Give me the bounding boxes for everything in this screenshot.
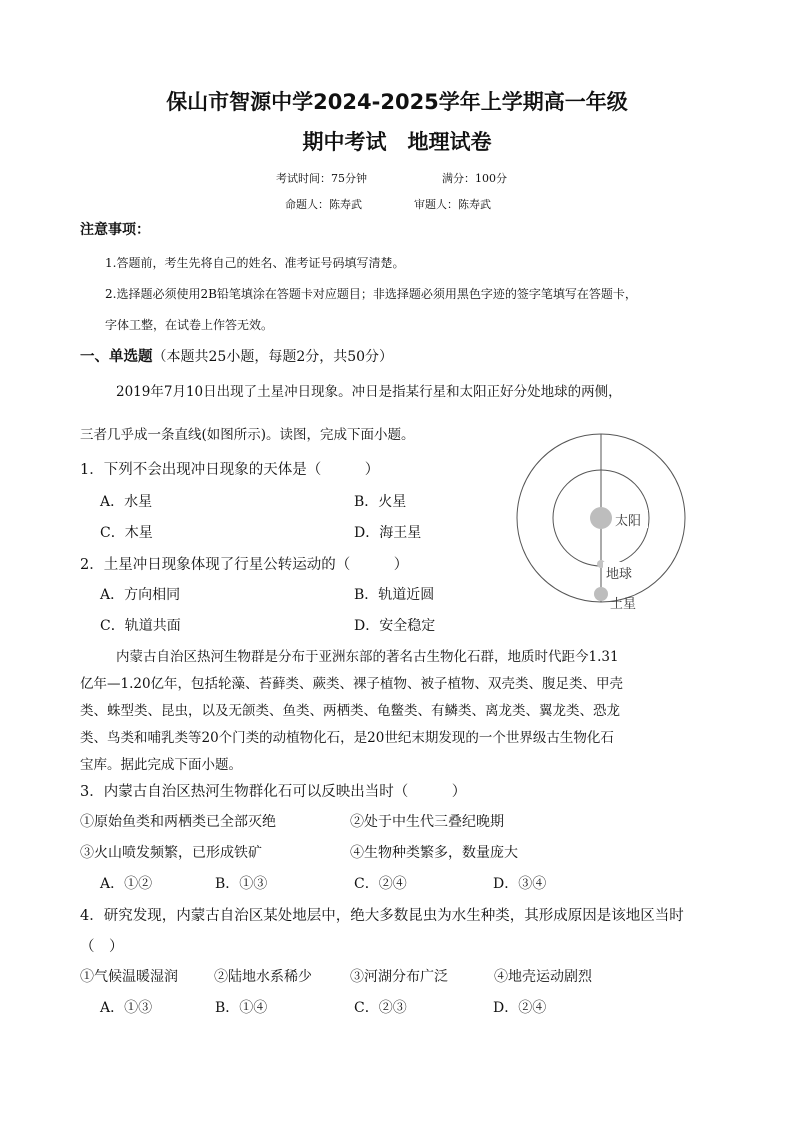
question-3-statement-3: ③火山喷发频繁，已形成铁矿 (80, 845, 262, 861)
passage-1-line-2: 三者几乎成一条直线(如图所示)。读图，完成下面小题。 (80, 427, 415, 443)
question-3-option-b: B．①③ (215, 876, 268, 892)
page-title: 保山市智源中学2024-2025学年上学期高一年级 (166, 90, 628, 114)
orbit-diagram (505, 432, 700, 612)
section-description: （本题共25小题，每题2分，共50分） (152, 349, 394, 365)
question-4-option-d: D．②④ (493, 1000, 547, 1016)
question-1-option-d: D．海王星 (354, 525, 422, 541)
question-4-option-b: B．①④ (215, 1000, 268, 1016)
full-score: 满分：100分 (442, 172, 507, 185)
question-3-option-c: C．②④ (354, 876, 407, 892)
exam-time: 考试时间：75分钟 (276, 172, 367, 185)
passage-2-line-3: 类、蛛型类、昆虫，以及无颌类、鱼类、两栖类、龟鳖类、有鳞类、离龙类、翼龙类、恐龙 (80, 703, 620, 719)
notice-item-2-line2: 字体工整，在试卷上作答无效。 (105, 318, 274, 332)
question-2-option-c: C．轨道共面 (100, 618, 181, 634)
notice-item-1: 1.答题前，考生先将自己的姓名、准考证号码填写清楚。 (105, 256, 405, 270)
question-2-stem: 2．土星冲日现象体现了行星公转运动的（ ） (80, 557, 409, 573)
passage-2-line-4: 类、鸟类和哺乳类等20个门类的动植物化石，是20世纪末期发现的一个世界级古生物化石 (80, 730, 614, 746)
question-3-statement-1: ①原始鱼类和两栖类已全部灭绝 (80, 814, 276, 830)
question-3-option-d: D．③④ (493, 876, 547, 892)
saturn-label: 土星 (610, 597, 637, 612)
question-4-answer-paren: （ ） (80, 939, 124, 955)
sun-icon (590, 507, 612, 529)
notice-heading: 注意事项： (80, 222, 150, 238)
question-4-statement-3: ③河湖分布广泛 (350, 969, 448, 985)
question-3-statement-4: ④生物种类繁多，数量庞大 (350, 845, 518, 861)
section-title: 一、单选题 (80, 349, 153, 365)
notice-item-2-line1: 2.选择题必须使用2B铅笔填涂在答题卡对应题目；非选择题必须用黑色字迹的签字笔填写在答题卡， (105, 287, 637, 301)
saturn-icon (594, 587, 608, 601)
passage-2-line-5: 宝库。据此完成下面小题。 (80, 757, 242, 773)
question-4-stem: 4．研究发现，内蒙古自治区某处地层中，绝大多数昆虫为水生种类，其形成原因是该地区当时 (80, 908, 684, 924)
question-4-statement-1: ①气候温暖湿润 (80, 969, 178, 985)
question-1-option-a: A．水星 (100, 494, 153, 510)
reviewer: 审题人：陈寿武 (414, 198, 491, 211)
question-3-option-a: A．①② (100, 876, 153, 892)
passage-2-line-2: 亿年—1.20亿年，包括轮藻、苔藓类、蕨类、裸子植物、被子植物、双壳类、腹足类、甲壳 (80, 676, 624, 692)
question-3-statement-2: ②处于中生代三叠纪晚期 (350, 814, 504, 830)
question-4-option-a: A．①③ (100, 1000, 153, 1016)
question-4-statement-2: ②陆地水系稀少 (214, 969, 312, 985)
question-3-stem: 3．内蒙古自治区热河生物群化石可以反映出当时（ ） (80, 784, 467, 800)
page-subtitle: 期中考试 地理试卷 (302, 130, 492, 154)
question-1-stem: 1．下列不会出现冲日现象的天体是（ ） (80, 462, 380, 478)
question-1-option-b: B．火星 (354, 494, 407, 510)
question-4-statement-4: ④地壳运动剧烈 (494, 969, 592, 985)
question-1-option-c: C．木星 (100, 525, 153, 541)
passage-1-line-1: 2019年7月10日出现了土星冲日现象。冲日是指某行星和太阳正好分处地球的两侧， (116, 384, 622, 400)
passage-2-line-1: 内蒙古自治区热河生物群是分布于亚洲东部的著名古生物化石群，地质时代距今1.31 (116, 649, 619, 665)
section-heading (80, 345, 393, 366)
question-4-option-c: C．②③ (354, 1000, 407, 1016)
earth-label: 地球 (606, 567, 633, 582)
question-2-option-a: A．方向相同 (100, 587, 181, 603)
question-2-option-d: D．安全稳定 (354, 618, 436, 634)
sun-label: 太阳 (615, 514, 642, 529)
setter: 命题人：陈寿武 (285, 198, 362, 211)
question-2-option-b: B．轨道近圆 (354, 587, 435, 603)
